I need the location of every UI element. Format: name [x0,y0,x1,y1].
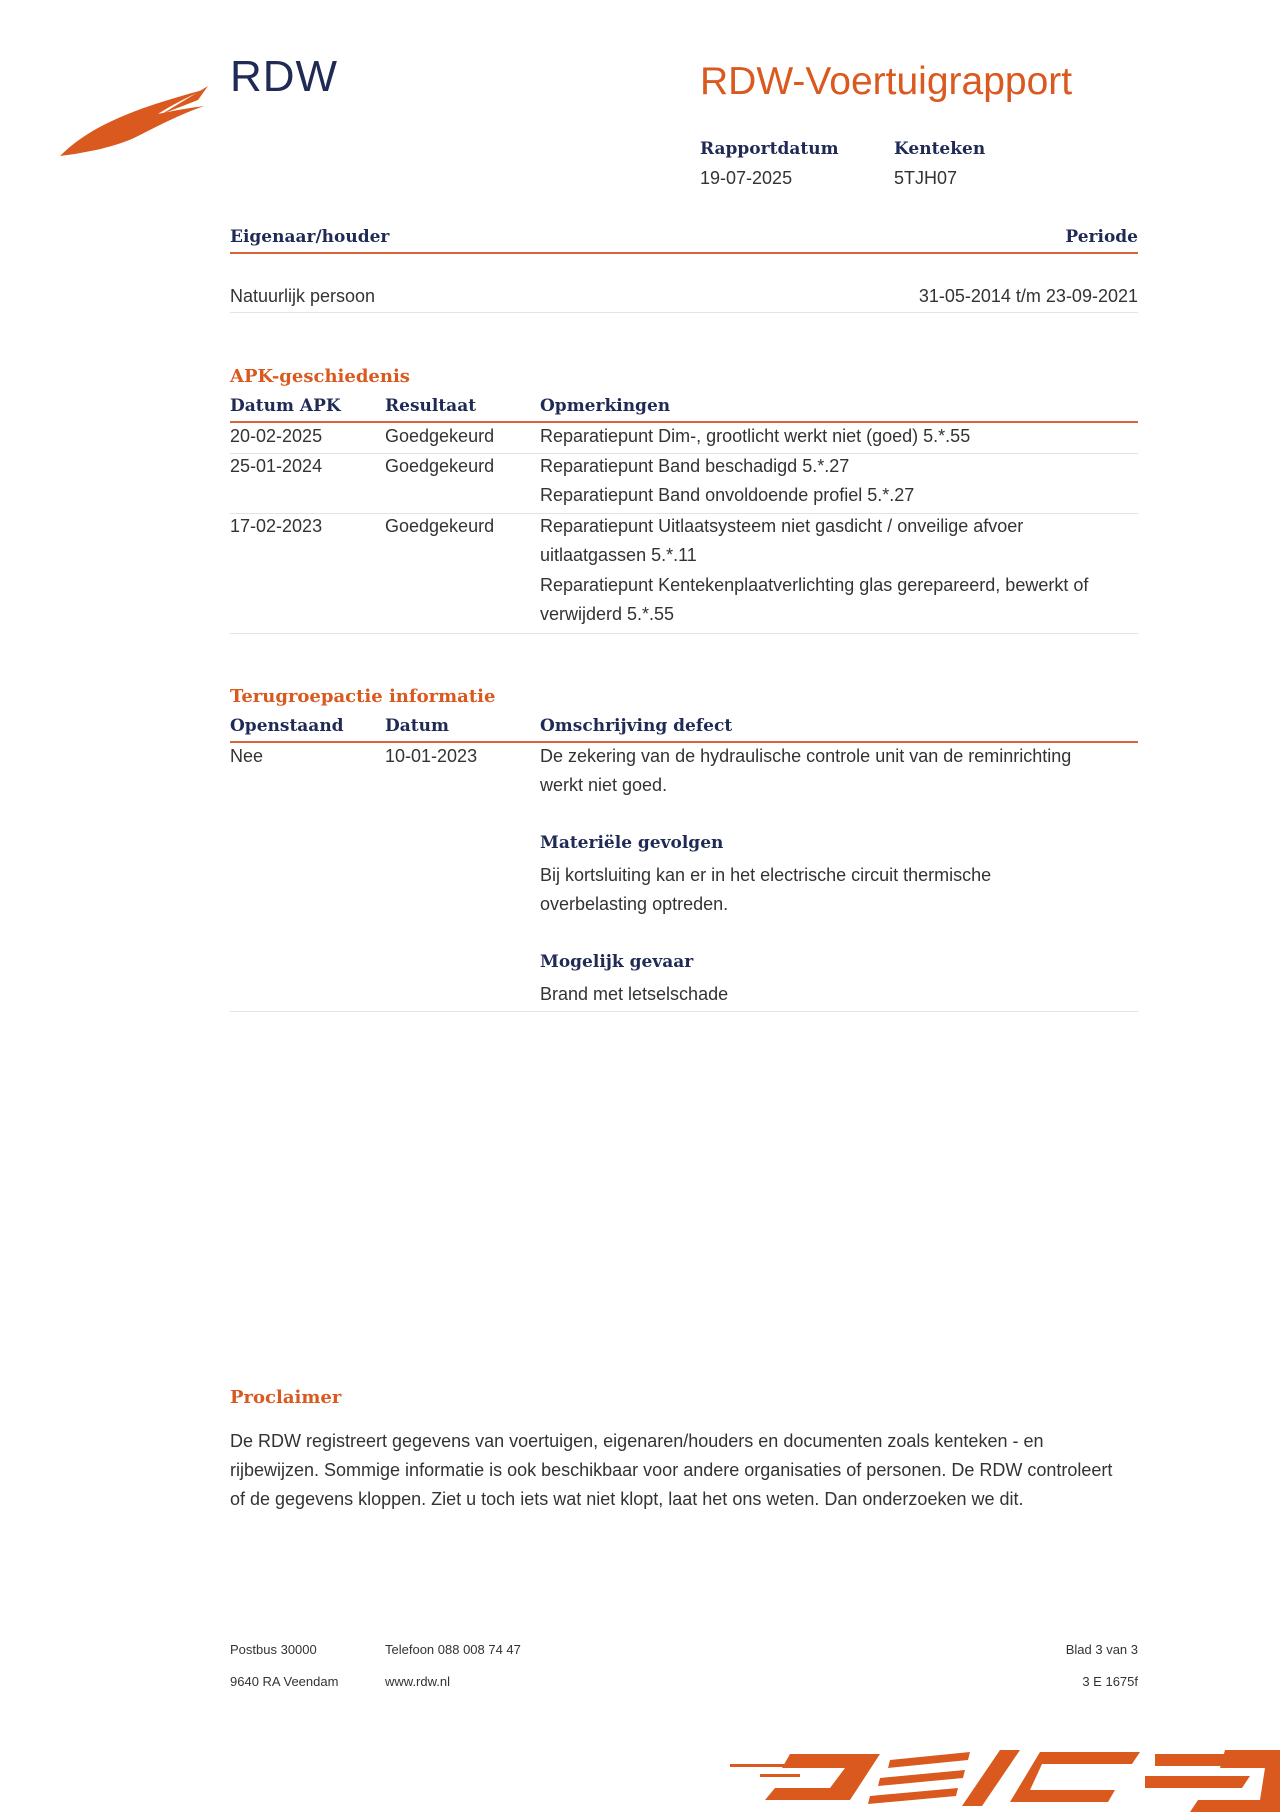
rdw-wing-icon [58,80,218,160]
plate-value: 5TJH07 [894,168,958,188]
plate-label: Kenteken [894,139,986,159]
apk-row-date: 25-01-2024 [230,456,323,476]
danger-label: Mogelijk gevaar [540,952,694,972]
apk-row-remark: Reparatiepunt Kentekenplaatverlichting glas gerepareerd, bewerkt of verwijderd 5.*.55 [540,575,1089,624]
footer-code: 3 E 1675f [1082,1674,1138,1689]
apk-row-result: Goedgekeurd [385,426,495,446]
recall-col-open: Openstaand [230,716,344,736]
footer-page: Blad 3 van 3 [1065,1642,1138,1657]
owner-header: Eigenaar/houder [230,227,390,247]
owner-type: Natuurlijk persoon [230,286,376,306]
danger-text: Brand met letselschade [540,984,729,1004]
recall-col-date: Datum [385,716,449,736]
recall-date: 10-01-2023 [385,746,478,766]
divider [230,312,1138,313]
apk-row-remark: Reparatiepunt Dim-, grootlicht werkt niet (goed) 5.*.55 [540,426,971,446]
divider [230,633,1138,634]
owner-period: 31-05-2014 t/m 23-09-2021 [918,286,1138,306]
period-header: Periode [1065,227,1138,247]
apk-row-result: Goedgekeurd [385,516,495,536]
apk-col-date: Datum APK [230,396,341,416]
apk-row-date: 20-02-2025 [230,426,323,446]
divider [230,252,1138,254]
disclaimer-title: Proclaimer [230,1387,342,1408]
apk-row-remark: Reparatiepunt Uitlaatsysteem niet gasdicht / onveilige afvoer uitlaatgassen 5.*.11 [540,516,1024,565]
apk-col-result: Resultaat [385,396,477,416]
logo-text: RDW [230,52,339,101]
page-title: RDW-Voertuigrapport [700,60,1073,103]
recall-defect: De zekering van de hydraulische controle unit van de reminrichting werkt niet goed. [540,746,1072,795]
apk-row-result: Goedgekeurd [385,456,495,476]
apk-section-title: APK-geschiedenis [230,366,410,387]
report-date-label: Rapportdatum [700,139,839,159]
decorative-stripes-icon [720,1740,1280,1812]
recall-section-title: Terugroepactie informatie [230,686,496,707]
footer-address-1: Postbus 30000 [230,1642,317,1657]
footer-phone: Telefoon 088 008 74 47 [385,1642,521,1657]
footer-website: www.rdw.nl [385,1674,451,1689]
footer-address-2: 9640 RA Veendam [230,1674,339,1689]
recall-col-defect: Omschrijving defect [540,716,733,736]
apk-row-remark: Reparatiepunt Band beschadigd 5.*.27 [540,456,850,476]
apk-row-remark: Reparatiepunt Band onvoldoende profiel 5.*.27 [540,485,915,505]
apk-row-date: 17-02-2023 [230,516,323,536]
apk-col-remarks: Opmerkingen [540,396,671,416]
consequences-text: Bij kortsluiting kan er in het electrische circuit thermische overbelasting optreden. [540,865,992,914]
disclaimer-text: De RDW registreert gegevens van voertuigen, eigenaren/houders en documenten zoals kenteken - en rijbewijzen. Sommige informatie is ook beschikbaar voor andere organisaties of personen. De RDW controleert of de gegevens kloppen. Ziet u toch iets wat niet klopt, laat het ons weten. Dan onderzoeken we dit. [230,1431,1113,1509]
divider [230,1011,1138,1012]
report-date: 19-07-2025 [700,168,793,188]
recall-open: Nee [230,746,264,766]
consequences-label: Materiële gevolgen [540,833,724,853]
